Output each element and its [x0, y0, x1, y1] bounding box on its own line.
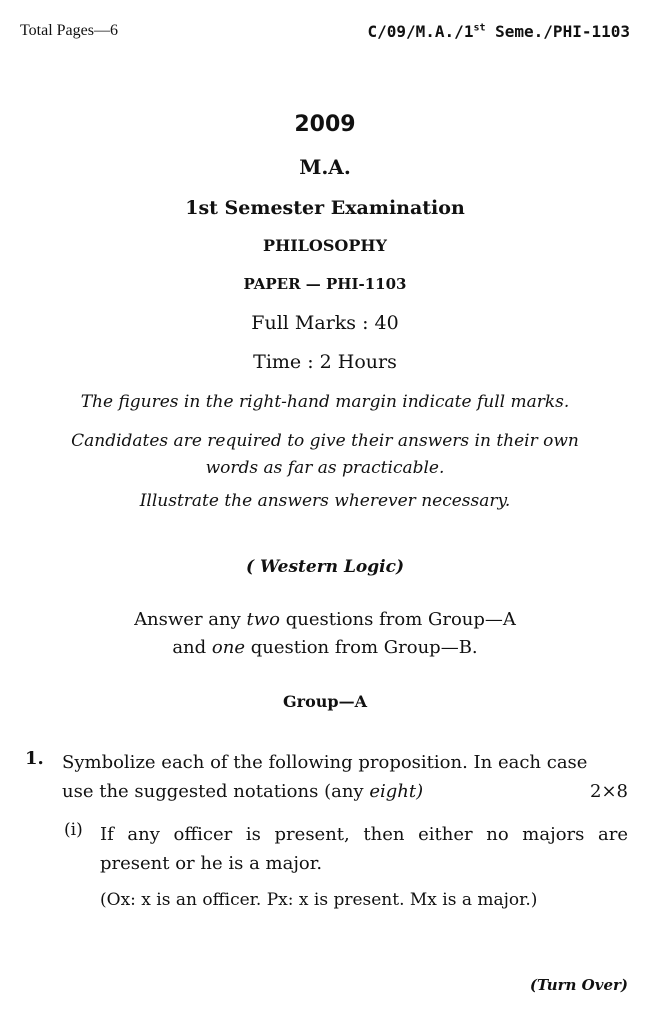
question-line-2a: use the suggested notations (any: [62, 781, 370, 802]
question-line-2b: eight): [369, 781, 424, 802]
group-heading: Group—A: [283, 692, 367, 711]
time-allowed: Time : 2 Hours: [253, 351, 397, 373]
paper-code: [367, 22, 630, 41]
instruction-line-a: [0, 606, 650, 634]
total-pages: Total Pages—6: [20, 22, 118, 39]
instruction-line-b: [0, 634, 650, 662]
subject: PHILOSOPHY: [263, 236, 387, 255]
answer-instructions: [0, 606, 650, 662]
turn-over: (Turn Over): [529, 976, 628, 994]
question-text: [62, 748, 628, 806]
instr-b2: one: [211, 637, 245, 658]
sub-question-label: (i): [64, 820, 83, 840]
own-words-note: Candidates are required to give their answers in their own words as far as practicable.: [71, 431, 579, 478]
question-number: 1.: [25, 748, 44, 769]
exam-title: 1st Semester Examination: [185, 197, 465, 219]
illustrate-note: Illustrate the answers wherever necessary.: [139, 491, 511, 511]
full-marks: Full Marks : 40: [251, 312, 399, 334]
paper-code-prefix: C/09/M.A./1: [367, 22, 474, 41]
sub-question-text: If any officer is present, then either no majors are present or he is a major.: [100, 824, 628, 874]
question-line-2: [62, 777, 628, 806]
question-line-1-text: Symbolize each of the following proposition. In each case: [62, 752, 588, 773]
question-marks: 2×8: [590, 781, 628, 802]
question-line-1: [62, 748, 628, 777]
instr-b1: and: [172, 637, 212, 658]
instr-a1: Answer any: [134, 609, 247, 630]
instr-a3: questions from Group—A: [279, 609, 516, 630]
paper-code-suffix: Seme./PHI-1103: [485, 22, 630, 41]
section-title: ( Western Logic): [246, 557, 404, 577]
instr-a2: two: [246, 609, 280, 630]
instr-b3: question from Group—B.: [245, 637, 478, 658]
paper-number: PAPER — PHI-1103: [243, 275, 407, 293]
paper-code-sup: st: [473, 22, 486, 34]
question-line-2-text: [62, 777, 423, 806]
degree: M.A.: [299, 155, 351, 179]
exam-year: 2009: [294, 112, 356, 137]
margin-note: The figures in the right-hand margin indicate full marks.: [80, 392, 570, 412]
sub-question-legend: (Ox: x is an officer. Px: x is present. Mx is a major.): [100, 890, 538, 910]
